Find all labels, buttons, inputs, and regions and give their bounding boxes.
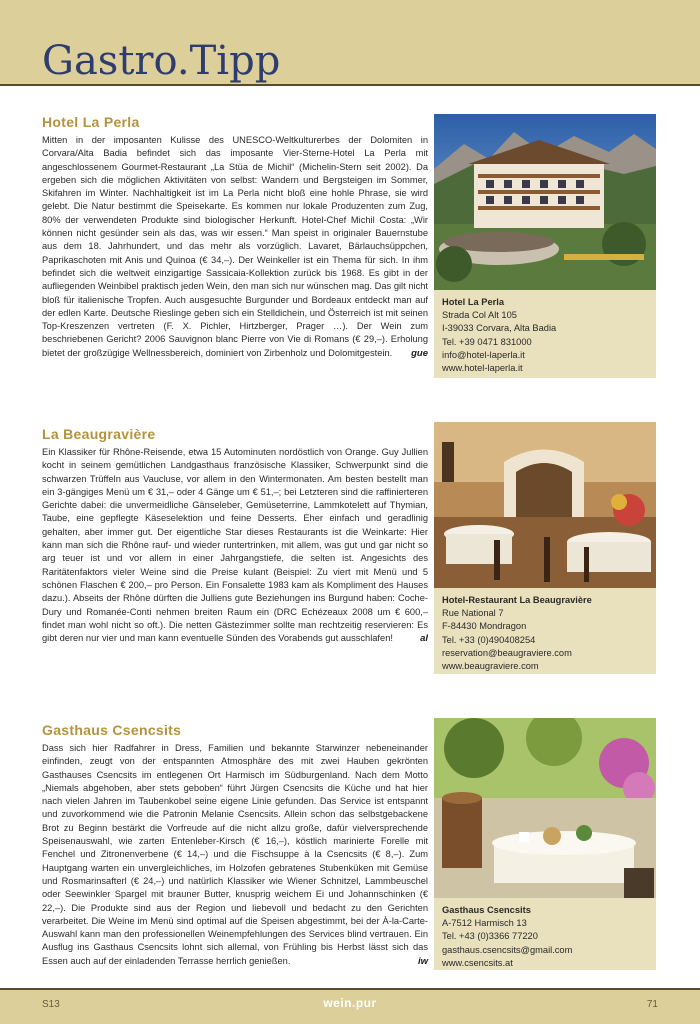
magazine-brand: wein.pur <box>323 996 377 1010</box>
info-name: Hotel La Perla <box>442 297 505 307</box>
info-box-la-beaugraviere <box>434 588 656 674</box>
info-website-link[interactable]: www.csencsits.at <box>442 957 513 968</box>
article-la-beaugraviere <box>42 426 428 644</box>
article-body: Dass sich hier Radfahrer in Dress, Familien und bekannte Starwinzer nebeneinander einfinden, zeugt von der entspannten Atmosphäre des mit zwei Hauben gekrönten Gasthauses Csencsits im entlegenen Ort Harmisch im Südburgenland. Nach dem Motto „Niemals abgehoben, aber stets geboben“ führt Jürgen Csencsits die Küche und hat hier nach vielen Jahren im Taubenkobel seine eigene Linie gefunden. Das Service ist entspannt und zuvorkommend wie die Patronin Melanie Csencsits. Allein schon das selbstgebackene Brot zu Beginn bestärkt die Vorfreude auf die nicht allzu große, dafür vielversprechende Speisenauswahl, wie zarten Entenleber-Kirsch (€ 16,–), köstlich marinierte Forelle mit Fenchel und Zitronenverbene (€ 14,–) und die Fischsuppe à la Csencsits (€ 8,–). Zum Hauptgang warten ein unvergleichliches, im Holzofen gebratenes Stubenküken mit Gemüse und Rosmarinsafterl (€ 24,–) und natürlich Klassiker wie Wiener Schnitzel, Lammbeuschel oder Seewinkler Spargel mit brauner Butter, knusprig weichem Ei und Johannschinken (€ 22,–). Die Produkte sind aus der Region und liebevoll und bedacht zu den Gerichten verarbeitet. Die Weine im Menü sind optimal auf die Speisen abgestimmt, bei der À-la-Carte-Auswahl kann man den professionellen Weinempfehlungen des Services blind vertrauen. Ein Ausflug ins Gasthaus Csencsits lohnt sich allemal, von Frühling bis Herbst lässt sich das Essen auch auf der einladenden Terrasse herrlich genießen. <box>42 743 428 966</box>
page-number-left: S13 <box>42 999 60 1010</box>
page-number-right: 71 <box>646 999 658 1010</box>
info-address: A-7512 Harmisch 13 <box>442 918 527 929</box>
photo-la-beaugraviere <box>434 422 656 588</box>
info-email-link[interactable]: gasthaus.csencsits@gmail.com <box>442 944 573 955</box>
article-title: Gasthaus Csencsits <box>42 722 182 738</box>
article-gasthaus-csencsits <box>42 722 428 967</box>
author-initials: al <box>420 633 428 645</box>
info-email-link[interactable]: info@hotel-laperla.it <box>442 349 525 360</box>
photo-hotel-la-perla <box>434 114 656 290</box>
info-website-link[interactable]: www.beaugraviere.com <box>442 661 539 672</box>
author-initials: gue <box>411 348 428 360</box>
info-address: Rue National 7 <box>442 608 504 619</box>
info-box-gasthaus-csencsits <box>434 898 656 970</box>
info-phone: Tel. +33 (0)490408254 <box>442 634 536 645</box>
author-initials: iw <box>417 956 428 968</box>
info-name: Hotel-Restaurant La Beaugravière <box>442 595 592 605</box>
footer-divider <box>0 988 700 990</box>
photo-gasthaus-csencsits <box>434 718 656 898</box>
info-website-link[interactable]: www.hotel-laperla.it <box>442 363 523 374</box>
info-email-link[interactable]: reservation@beaugraviere.com <box>442 647 572 658</box>
page-title: Gastro.Tipp <box>42 38 281 84</box>
info-address: Strada Col Alt 105 <box>442 310 517 321</box>
article-hotel-la-perla <box>42 114 428 359</box>
info-city: F-84430 Mondragon <box>442 621 527 632</box>
info-box-hotel-la-perla <box>434 290 656 378</box>
article-title: La Beaugravière <box>42 426 156 442</box>
info-name: Gasthaus Csencsits <box>442 905 531 915</box>
info-city: I-39033 Corvara, Alta Badia <box>442 323 557 334</box>
info-phone: Tel. +43 (0)3366 77220 <box>442 931 538 942</box>
info-phone: Tel. +39 0471 831000 <box>442 336 532 347</box>
article-body: Mitten in der imposanten Kulisse des UNESCO-Weltkulturerbes der Dolomiten in Corvara/Alta Badia befindet sich das imposante Vier-Sterne-Hotel La Perla mit angeschlossenem Gourmet-Restaurant „La Stüa de Michil“ (Michelin-Stern seit 2002). Da ergeben sich die möglichen Aktivitäten von selbst: Wandern und Bergsteigen im Sommer, Skifahren im Winter. Nachhaltigkeit ist im La Perla nicht bloß eine hohle Phrase, sie wird gelebt. Die Natur bestimmt die Speisekarte. Es kommen nur lokale Produzenten zum Zug, 80% der verwendeten Produkte sind biologischer Herkunft. Hotel-Chef Michil Costa: „Wir können nicht gesünder sein als das, was wir essen.“ Man speist in originaler Bauernstube aus dem 18. Jahrhundert, und das mehr als vorzüglich. Lavaret, Bärlauchsüppchen, Paprikaschoten mit Anis und Quinoa (€ 34,–). Der Weinkeller ist ein Thema für sich. In ihm befindet sich die weltweit einzigartige Sassicaia-Kollektion zurück bis 1968. Es gibt in der aufliegenden Weinbibel praktisch jeden Wein, den man sich nur wünschen mag. Das gilt nicht bloß für italienische Tropfen. Auch ausgesuchte Burgunder und Bordeaux entdeckt man auf der edlen Karte. Deutsche Rieslinge geben sich ein Stelldichein, und Österreich ist mit seinen Top-Kreszenzen vertreten (F. X. Pichler, Hirtzberger, Prager …). Der Wein zum beschriebenen Gericht? 2006 Sauvignon blanc Pierre von Vie di Romans (€ 29,–). Erholung bietet der großzügige Wellnessbereich, dominiert von Zirbenholz und Dolomitgestein. <box>42 135 428 358</box>
article-title: Hotel La Perla <box>42 114 140 130</box>
article-body: Ein Klassiker für Rhône-Reisende, etwa 15 Autominuten nordöstlich von Orange. Guy Jullien kocht in seinem gemütlichen Landgasthaus französische Klassiker, Schwerpunkt sind die schwarzen Trüffeln aus Vaucluse, vor allem in den Wintermonaten. Am besten bestellt man ein 3-gängiges Menü um € 31,– oder 4 Gänge um € 51,–; bei Letzteren sind die raffinierteren Gerichte dabei: die unvermeidliche Gänseleber, Gemüseterrine, Lammkotelett auf Thymian, Taube, eine gepflegte Käseselektion und feine Desserts. Eher einfach und geradlinig gehalten, aber immer gut. Der eigentliche Star dieses Restaurants ist die Weinkarte: Hier kann man sich die Rhône rauf- und wieder runtertrinken, mit allem, was gut und gar nicht so arg teuer ist und vor allem in einer Jahrgangstiefe, die selten ist. Angesichts des Raritätenfaktors vieler Weine sind die Preise kulant (Beispiel: Zu viert mit Menü und 5 schönen Flaschen € 200,– pro Person. Ein Fonsalette 1983 kam als Kompliment des Hauses dazu.). Abseits der Rhône dürften die Julliens gute Beziehungen ins Burgund haben: Coche-Dury und Romanée-Conti nehmen breiten Raum ein (DRC Echézeaux 2008 um € 600,– findet man wohl nicht so oft.). Die netten Gästezimmer sollte man rechtzeitig reservieren: Es gibt deren nur vier und man kann eventuelle Sünden des Vorabends gut ausschlafen! <box>42 447 428 644</box>
